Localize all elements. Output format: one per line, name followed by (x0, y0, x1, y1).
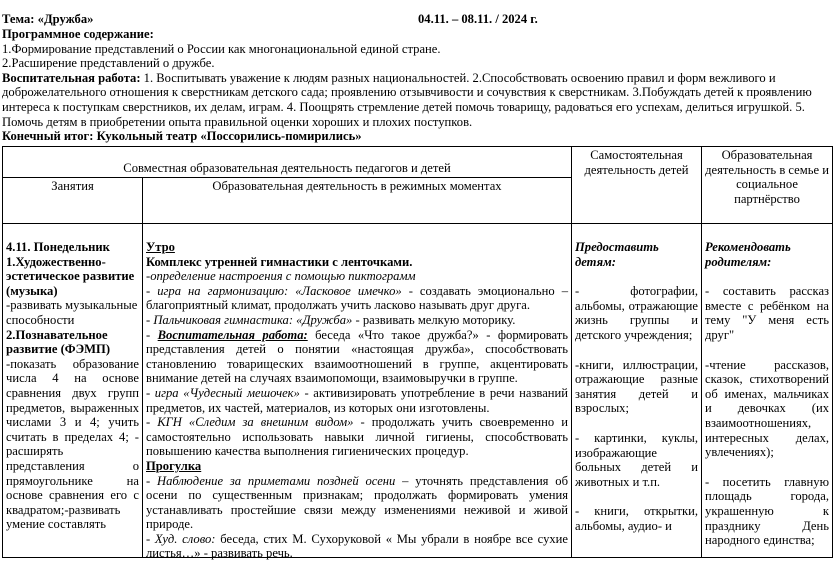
classes-cell (3, 224, 143, 558)
education-text: 1. Воспитывать уважение к людям разных национальностей. 2.Способствовать освоению правил и форм вежливого и доброжелательного отношения к сверстникам детского сада; проявлению отзывчивости и сочувствия к сверстникам. 3.Побуждать детей к проявлению интереса к поступкам сверстников, их делам, играм. 4. Поощрять стремление детей помочь товарищу, радоваться его успехам, делиться игрушкой. 5. Помочь детям в приобретении опыта правильной оценки хороших и плохих поступков. (2, 70, 812, 129)
education-paragraph (2, 71, 814, 129)
head-independent-activity: Самостоятельная деятельность детей (572, 147, 702, 224)
week-dates: 04.11. – 08.11. / 2024 г. (418, 12, 538, 26)
independent-item-2: -книги, иллюстрации, отражающие разные занятия детей и взрослых; (575, 357, 699, 416)
independent-cell (572, 224, 702, 558)
game-2: - игра «Чудесный мешочек» - активизировать употребление в речи названий предметов, их частей, материалов, из которых они изготовлены. (146, 385, 569, 415)
head-regime: Образовательная деятельность в режимных моментах (143, 178, 572, 224)
head-family-activity: Образовательная деятельность в семье и социальное партнёрство (702, 147, 833, 224)
class-1-text: -развивать музыкальные способности (6, 298, 138, 327)
final-result: Конечный итог: Кукольный театр «Поссорились-помирились» (2, 129, 362, 144)
autumn-observation: - Наблюдение за приметами поздней осени – уточнять представления об осени по существенным признакам; продолжать формировать умения устанавливать простейшие связи между изменениями неживой и живой природе. (146, 473, 569, 532)
class-2-title: 2.Познавательное развитие (ФЭМП) (6, 327, 111, 357)
independent-item-4: - книги, открытки, альбомы, аудио- и (575, 504, 699, 533)
regime-cell (143, 224, 572, 561)
finger-gymnastics: - Пальчиковая гимнастика: «Дружба» - развивать мелкую моторику. (146, 312, 516, 327)
table-body-row (3, 224, 833, 558)
title-row (2, 12, 814, 27)
plan-header (2, 12, 814, 144)
program-item-1: 1.Формирование представлений о России как многонациональной единой стране. (2, 41, 441, 56)
family-item-1: - составить рассказ вместе с ребёнком на тему "У меня есть друг" (705, 284, 830, 342)
family-item-3: - посетить главную площадь города, украшенную к празднику День народного единства; (705, 474, 830, 548)
walk-label: Прогулка (146, 458, 202, 473)
education-talk: - Воспитательная работа: беседа «Что такое дружба?» - формировать представления детей о понятии «настоящая дружба», способствовать становлению товарищеских взаимоотношений в группе, акцентировать внимание детей на случаях взаимопомощи, взаимовыручки в группе. (146, 327, 569, 386)
class-2-text: -показать образование числа 4 на основе сравнения двух групп предметов, выраженных числами 3 и 4; учить считать в пределах 4; - расширять представления о прямоугольнике на основе сравнения его с квадратом;-развивать умение составлять (6, 356, 139, 532)
morning-exercise: Комплекс утренней гимнастики с ленточками. (146, 254, 413, 269)
day-label: 4.11. Понедельник (6, 240, 110, 254)
independent-heading: Предоставить детям: (575, 240, 659, 269)
head-classes: Занятия (3, 178, 143, 224)
family-cell (702, 224, 833, 558)
family-heading: Рекомендовать родителям: (705, 240, 791, 269)
education-label: Воспитательная работа: (2, 70, 141, 85)
class-1-title: 1.Художественно-эстетическое развитие (музыка) (6, 254, 135, 298)
family-item-2: -чтение рассказов, сказок, стихотворений об именах, мальчиках и девочках (их взаимоотношениях, интересных делах, увлечениях); (705, 357, 830, 460)
theme-title: Тема: «Дружба» (2, 12, 94, 26)
morning-label: Утро (146, 240, 175, 254)
head-joint-activity: Совместная образовательная деятельность педагогов и детей (3, 147, 572, 178)
independent-item-1: - фотографии, альбомы, отражающие жизнь группы и детского учреждения; (575, 284, 699, 342)
hygiene-skills: - КГН «Следим за внешним видом» - продолжать учить своевременно и самостоятельно использовать навыки личной гигиены, способствовать повышению качества выполнения гигиенических процедур. (146, 415, 569, 459)
table-head-row-1 (3, 147, 833, 178)
game-1: - игра на гармонизацию: «Ласковое имечко» - создавать эмоционально – благоприятный климат, продолжать учить ласково называть друг друга. (146, 283, 569, 313)
plan-table (2, 146, 833, 561)
independent-item-3: - картинки, куклы, изображающие больных детей и животных и т.п. (575, 430, 699, 489)
poem-reading: - Худ. слово: беседа, стих М. Сухоруковой « Мы убрали в ноябре все сухие листья…» - развивать речь. (146, 531, 569, 561)
program-heading: Программное содержание: (2, 27, 154, 41)
program-item-2: 2.Расширение представлений о дружбе. (2, 56, 215, 71)
mood-pictograms: -определение настроения с помощью пиктограмм (146, 269, 416, 284)
